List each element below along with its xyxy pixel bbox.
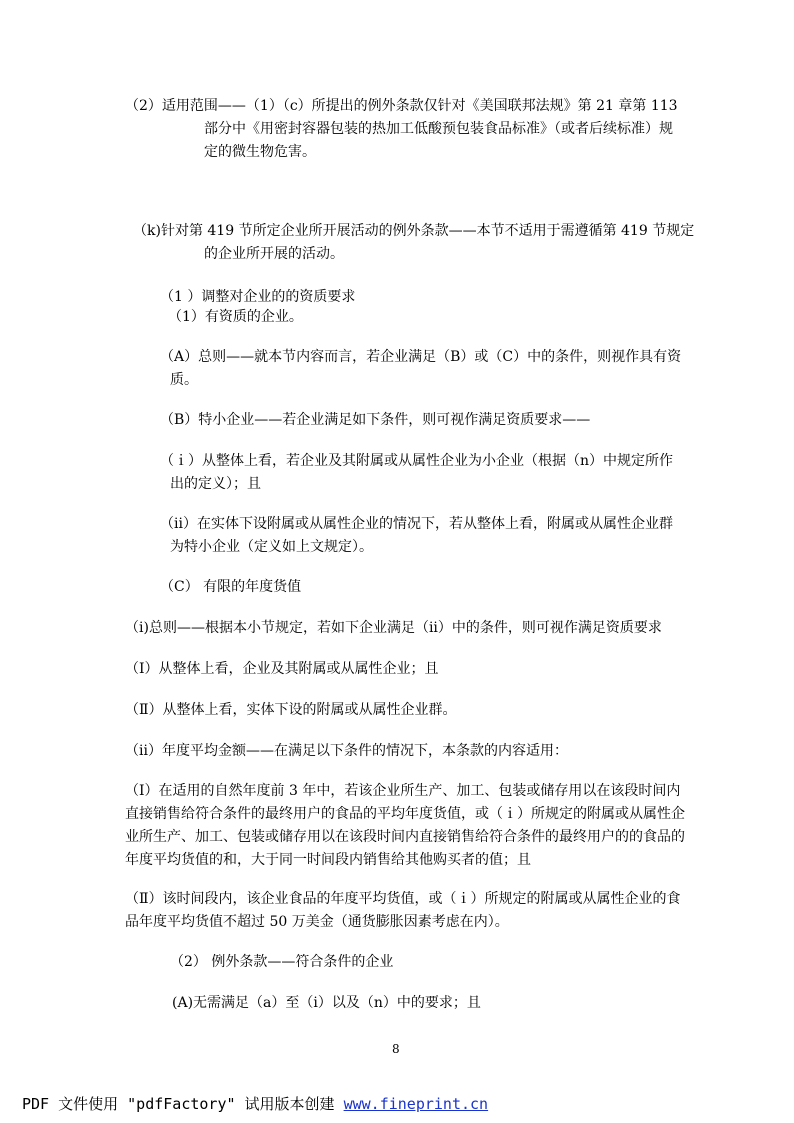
paragraph-ii-line2: 为特小企业（定义如上文规定）。: [170, 539, 373, 555]
paragraph-I-detail-line1: （Ⅰ）在适用的自然年度前 3 年中，若该企业所生产、加工、包装或储存用以在该段时间内: [125, 783, 681, 799]
paragraph-scope-line3: 定的微生物危害。: [204, 144, 316, 160]
paragraph-A-line2: 质。: [170, 372, 198, 388]
paragraph-I-detail-line3: 业所生产、加工、包装或储存用以在该段时间内直接销售给符合条件的最终用户的的食品的: [125, 829, 685, 845]
paragraph-I-detail-line2: 直接销售给符合条件的最终用户的食品的平均年度货值，或（ｉ）所规定的附属或从属性企: [125, 806, 685, 822]
paragraph-k-line1: （k)针对第 419 节所定企业所开展活动的例外条款——本节不适用于需遵循第 419 节规定: [133, 223, 695, 239]
paragraph-II: （Ⅱ）从整体上看，实体下设的附属或从属性企业群。: [125, 702, 457, 718]
paragraph-A-line1: （A）总则——就本节内容而言，若企业满足（B）或（C）中的条件，则视作具有资: [160, 349, 682, 365]
paragraph-ii-line1: （ii）在实体下设附属或从属性企业的情况下，若从整体上看，附属或从属性企业群: [160, 516, 673, 532]
paragraph-i-line2: 出的定义）；且: [170, 476, 261, 492]
paragraph-general: （i)总则——根据本小节规定，若如下企业满足（ii）中的条件，则可视作满足资质要求: [125, 620, 662, 636]
paragraph-1-heading: （1 ）调整对企业的的资质要求: [160, 289, 356, 305]
footer-text: PDF 文件使用 "pdfFactory" 试用版本创建: [22, 1095, 344, 1113]
footer: [22, 1093, 488, 1114]
paragraph-qualified: （1）有资质的企业。: [168, 309, 303, 325]
paragraph-average-amount: （ii）年度平均金额——在满足以下条件的情况下，本条款的内容适用：: [125, 743, 568, 759]
paragraph-scope-line2: 部分中《用密封容器包装的热加工低酸预包装食品标准》（或者后续标准）规: [204, 121, 673, 137]
paragraph-scope-line1: （2）适用范围——（1）（c）所提出的例外条款仅针对《美国联邦法规》第 21 章第 113: [125, 98, 678, 114]
paragraph-II-detail-line1: （Ⅱ）该时间段内，该企业食品的年度平均货值，或（ｉ）所规定的附属或从属性企业的食: [125, 891, 681, 907]
paragraph-I: （Ⅰ）从整体上看，企业及其附属或从属性企业；且: [125, 661, 439, 677]
paragraph-II-detail-line2: 品年度平均货值不超过 50 万美金（通货膨胀因素考虑在内）。: [125, 914, 509, 930]
paragraph-i-line1: （ｉ）从整体上看，若企业及其附属或从属性企业为小企业（根据（n）中规定所作: [160, 453, 674, 469]
footer-link[interactable]: www.fineprint.cn: [343, 1095, 489, 1113]
paragraph-k-line2: 的企业所开展的活动。: [204, 246, 344, 262]
page-number: 8: [392, 1042, 400, 1056]
paragraph-C: （C） 有限的年度货值: [160, 579, 302, 595]
paragraph-B: （B）特小企业——若企业满足如下条件，则可视作满足资质要求——: [160, 412, 591, 428]
paragraph-I-detail-line4: 年度平均货值的和，大于同一时间段内销售给其他购买者的值；且: [125, 852, 531, 868]
paragraph-A-exempt: (A)无需满足（a）至（i）以及（n）中的要求；且: [172, 995, 481, 1011]
paragraph-2-exemption: （2） 例外条款——符合条件的企业: [170, 954, 394, 970]
